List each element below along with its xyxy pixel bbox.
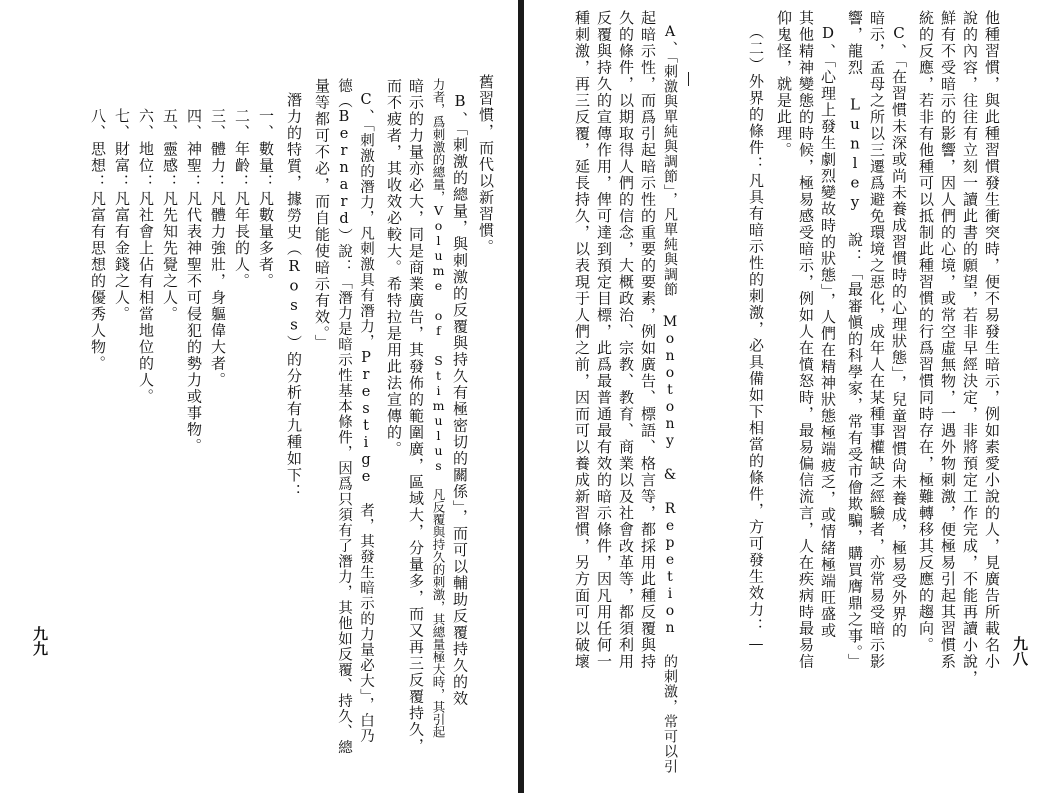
text-line: 潛力的特質，據勞史（Ross）的分析有九種如下： <box>285 92 303 500</box>
text-line: 久的條件，以期取得人們的信念，大概政治、宗教、教育、商業以及社會改革等，都須利用 <box>617 10 635 670</box>
list-item: 六、地位：凡社會上佔有相當地位的人。 <box>137 108 155 405</box>
text-line: 起暗示性，而爲引起暗示性的重要的要素，例如廣告、標語、格言等，都採用此種反覆與持 <box>639 10 657 670</box>
text-line: 暗示的力量亦必大，同是商業廣告，其發佈的範圍廣，區域大，分量多，而又再三反覆持久， <box>407 78 425 755</box>
text-line: 反覆與持久的宣傳作用，俾可達到預定目標，此爲最普通最有效的暗示條件，因凡用任何一 <box>595 10 613 670</box>
text-line: （二）外界的條件：凡具有暗示性的刺激，必具備如下相當的條件，方可發生效力：— <box>747 24 765 654</box>
text-line: B、「刺激的總量，與刺激的反覆與持久有極密切的關係」，而可以輔助反覆持久的效 <box>451 92 469 707</box>
list-item: 七、財富：凡富有金錢之人。 <box>113 108 131 323</box>
book-gutter <box>518 0 524 793</box>
text-line: 響，龍烈 Lunley 說：「最審愼的科學家，常有受市儈欺騙，購買膺鼎之事。」 <box>846 10 864 670</box>
right-page <box>524 0 1049 793</box>
list-item: 三、體力：凡體力強壯，身軀偉大者。 <box>209 108 227 389</box>
text-line: 說的內容，往往有立刻一讀此書的願望，若非早經決定，非將預定工作完成，不能再讀小說， <box>961 10 979 687</box>
text-line: 力者，爲刺激的總量，Volume of Stimulus 凡反覆與持久的刺激，其總量極大時，其引起 <box>431 78 446 738</box>
text-line: 其他精神變態的時候，極易感受暗示，例如人在憤怒時，最易偏信流言，人在疾病時最易信 <box>797 10 815 670</box>
left-page <box>0 0 518 793</box>
text-line: A、「刺激與單純與調節」，凡單純與調節 Monotony & Repetion 的刺激，常可以引 <box>662 24 678 774</box>
margin-mark <box>688 72 689 86</box>
text-line: 而不疲者，其收效必較大。希特拉是用此法宣傳的。 <box>385 78 403 458</box>
list-item: 二、年齡：凡年長的人。 <box>233 108 251 290</box>
text-line: C、「刺激的潛力，凡刺激具有潛力，Prestige 者，其發生暗示的力量必大」，白乃 <box>358 92 374 744</box>
text-line: 統的反應，若非有他種可以抵制此種習慣的行爲習慣同時存在，極難轉移其反應的趨向。 <box>917 10 935 654</box>
text-line: 種刺激，再三反覆，延長持久，以表現于人們之前，因而可以養成新習慣，另方面可以破壞 <box>573 10 591 670</box>
text-line: 德（Bernard）說：「潛力是暗示性基本條件，因爲只須有了潛力，其他如反覆、持久、總 <box>336 78 352 755</box>
text-line: 鮮有不受暗示的影響，因人們的心境，或常空虛無物，一遇外物刺激，便極易引起其習慣系 <box>939 10 957 670</box>
list-item: 八、思想：凡富有思想的優秀人物。 <box>89 108 107 372</box>
list-item: 五、靈感：凡先知先覺之人。 <box>161 108 179 323</box>
right-page-number: 九八 <box>1011 636 1029 666</box>
list-item: 四、神聖：凡代表神聖不可侵犯的勢力或事物。 <box>185 108 203 455</box>
text-line: D、「心理上發生劇烈變故時的狀態」，人們在精神狀態極端疲乏，或情緒極端旺盛或 <box>819 24 837 639</box>
text-line: C、「在習慣未深或尚未養成習慣時的心理狀態」，兒童習慣尙未養成，極易受外界的 <box>890 24 908 639</box>
text-line: 舊習慣，而代以新習慣。 <box>477 74 495 256</box>
text-line: 量等都可不必，而自能使暗示有效。」 <box>313 78 331 351</box>
left-page-number: 九九 <box>31 626 49 656</box>
text-line: 仰鬼怪，就是此理。 <box>775 10 793 159</box>
text-line: 暗示，孟母之所以三遷爲避免環境之惡化，成年人在某種事權缺乏經驗者，亦常易受暗示影 <box>868 10 886 670</box>
list-item: 一、數量：凡數量多者。 <box>257 108 275 290</box>
text-line: 他種習慣，與此種習慣發生衝突時，便不易發生暗示，例如素愛小說的人，見廣告所載名小 <box>983 10 1001 670</box>
